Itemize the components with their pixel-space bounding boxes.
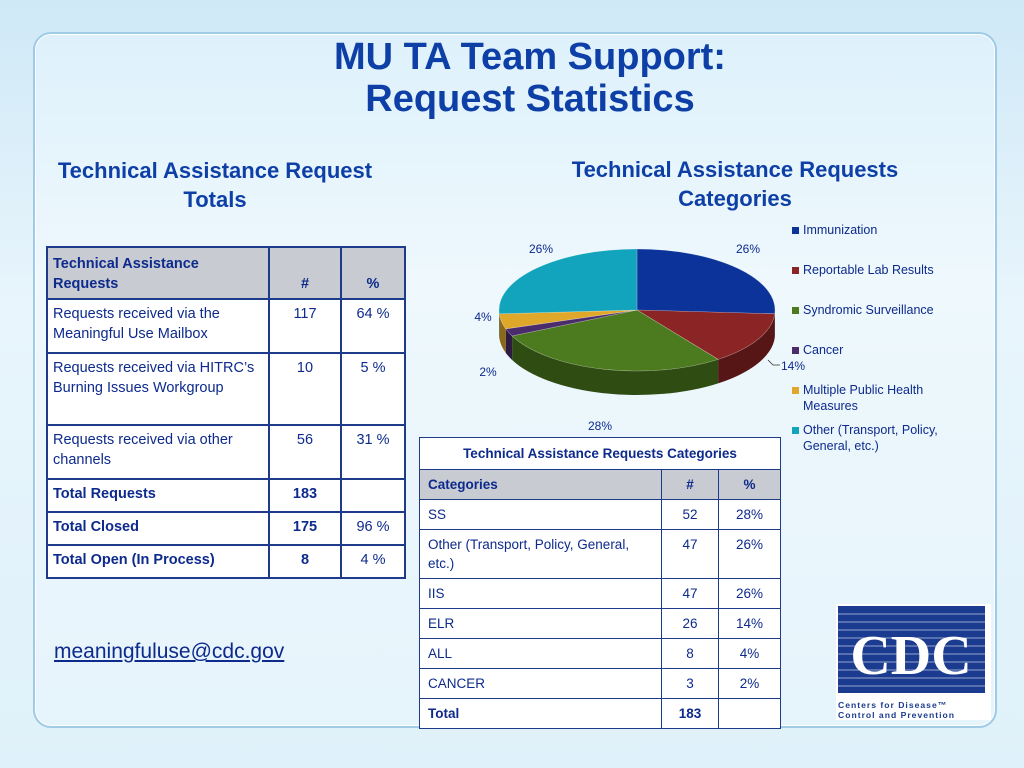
- pie-slice-0: [637, 249, 775, 314]
- row-pct: 26%: [719, 579, 781, 609]
- categories-pie-chart: [450, 232, 806, 442]
- row-count: 8: [269, 545, 341, 578]
- categories-header-count: #: [662, 470, 719, 500]
- row-count: 175: [269, 512, 341, 545]
- categories-subtitle-line-1: Technical Assistance Requests: [571, 157, 899, 182]
- table-row: [47, 479, 405, 512]
- table-row: [47, 425, 405, 479]
- totals-subtitle: [25, 156, 405, 214]
- legend-label: Multiple Public Health Measures: [803, 383, 924, 413]
- table-row: [47, 545, 405, 578]
- totals-header-pct: %: [341, 247, 405, 299]
- row-pct: 4%: [719, 639, 781, 669]
- legend-swatch: [792, 347, 799, 354]
- row-count: 183: [269, 479, 341, 512]
- row-count: 117: [269, 299, 341, 353]
- categories-subtitle: [520, 155, 950, 213]
- table-row: [420, 639, 781, 669]
- pie-data-label-3: 2%: [479, 365, 497, 379]
- table-row: [420, 530, 781, 579]
- slide-title: [230, 36, 830, 120]
- email-link[interactable]: meaningfuluse@cdc.gov: [54, 640, 285, 663]
- title-line-1: MU TA Team Support:: [334, 36, 726, 78]
- row-pct: 14%: [719, 609, 781, 639]
- table-row: [420, 699, 781, 729]
- row-label: Total: [420, 699, 662, 729]
- row-pct: 28%: [719, 500, 781, 530]
- row-label: Other (Transport, Policy, General, etc.): [420, 530, 662, 579]
- logo-text: CDC: [850, 625, 972, 687]
- logo-tagline-1: Centers for Disease™: [838, 700, 948, 710]
- legend-label: Reportable Lab Results: [803, 263, 934, 277]
- legend-label: Immunization: [803, 223, 878, 237]
- row-count: 8: [662, 639, 719, 669]
- categories-subtitle-line-2: Categories: [678, 186, 792, 211]
- legend-label: Cancer: [803, 343, 844, 357]
- table-row: [47, 512, 405, 545]
- totals-subtitle-line-1: Technical Assistance Request: [57, 158, 373, 183]
- title-line-2: Request Statistics: [365, 78, 695, 120]
- row-count: 26: [662, 609, 719, 639]
- row-pct: 5 %: [341, 353, 405, 425]
- categories-title-row: [420, 438, 781, 470]
- row-label: Total Closed: [47, 512, 269, 545]
- table-row: [47, 299, 405, 353]
- totals-subtitle-line-2: Totals: [183, 187, 247, 212]
- totals-table: [46, 246, 406, 579]
- pie-leader-line: [768, 360, 780, 365]
- categories-table: [419, 437, 781, 729]
- row-pct: 31 %: [341, 425, 405, 479]
- pie-data-label-1: 14%: [780, 359, 806, 373]
- pie-data-label-0: 26%: [735, 242, 761, 256]
- categories-header-pct: %: [719, 470, 781, 500]
- legend-swatch: [792, 387, 799, 394]
- table-row: [420, 500, 781, 530]
- row-count: 183: [662, 699, 719, 729]
- legend-swatch: [792, 307, 799, 314]
- row-label: ALL: [420, 639, 662, 669]
- row-label: CANCER: [420, 669, 662, 699]
- totals-header-label: Technical Assistance Requests: [47, 247, 269, 299]
- pie-slice-5: [499, 249, 637, 314]
- row-pct: 4 %: [341, 545, 405, 578]
- row-count: 3: [662, 669, 719, 699]
- pie-data-label-5: 26%: [528, 242, 554, 256]
- pie-data-label-2: 28%: [587, 419, 613, 433]
- categories-header-row: [420, 470, 781, 500]
- row-count: 52: [662, 500, 719, 530]
- row-count: 56: [269, 425, 341, 479]
- categories-header-label: Categories: [420, 470, 662, 500]
- pie-data-label-4: 4%: [474, 310, 492, 324]
- legend-swatch: [792, 267, 799, 274]
- table-row: [420, 669, 781, 699]
- logo-tagline-2: Control and Prevention: [838, 710, 956, 720]
- totals-header-row: [47, 247, 405, 299]
- row-label: Requests received via other channels: [47, 425, 269, 479]
- row-count: 47: [662, 530, 719, 579]
- row-pct: [341, 479, 405, 512]
- categories-table-title: Technical Assistance Requests Categories: [420, 438, 781, 470]
- table-row: [420, 609, 781, 639]
- table-row: [420, 579, 781, 609]
- row-pct: 96 %: [341, 512, 405, 545]
- legend-label: Other (Transport, Policy, General, etc.): [803, 423, 938, 453]
- table-row: [47, 353, 405, 425]
- row-count: 47: [662, 579, 719, 609]
- legend-swatch: [792, 227, 799, 234]
- legend-swatch: [792, 427, 799, 434]
- row-pct: 2%: [719, 669, 781, 699]
- row-pct: 64 %: [341, 299, 405, 353]
- row-pct: [719, 699, 781, 729]
- row-count: 10: [269, 353, 341, 425]
- row-label: Total Open (In Process): [47, 545, 269, 578]
- row-label: Total Requests: [47, 479, 269, 512]
- row-label: Requests received via HITRC’s Burning Issues Workgroup: [47, 353, 269, 425]
- row-label: IIS: [420, 579, 662, 609]
- row-label: ELR: [420, 609, 662, 639]
- totals-header-count: #: [269, 247, 341, 299]
- cdc-logo: [836, 604, 991, 720]
- legend-label: Syndromic Surveillance: [803, 303, 934, 317]
- row-label: Requests received via the Meaningful Use Mailbox: [47, 299, 269, 353]
- row-pct: 26%: [719, 530, 781, 579]
- row-label: SS: [420, 500, 662, 530]
